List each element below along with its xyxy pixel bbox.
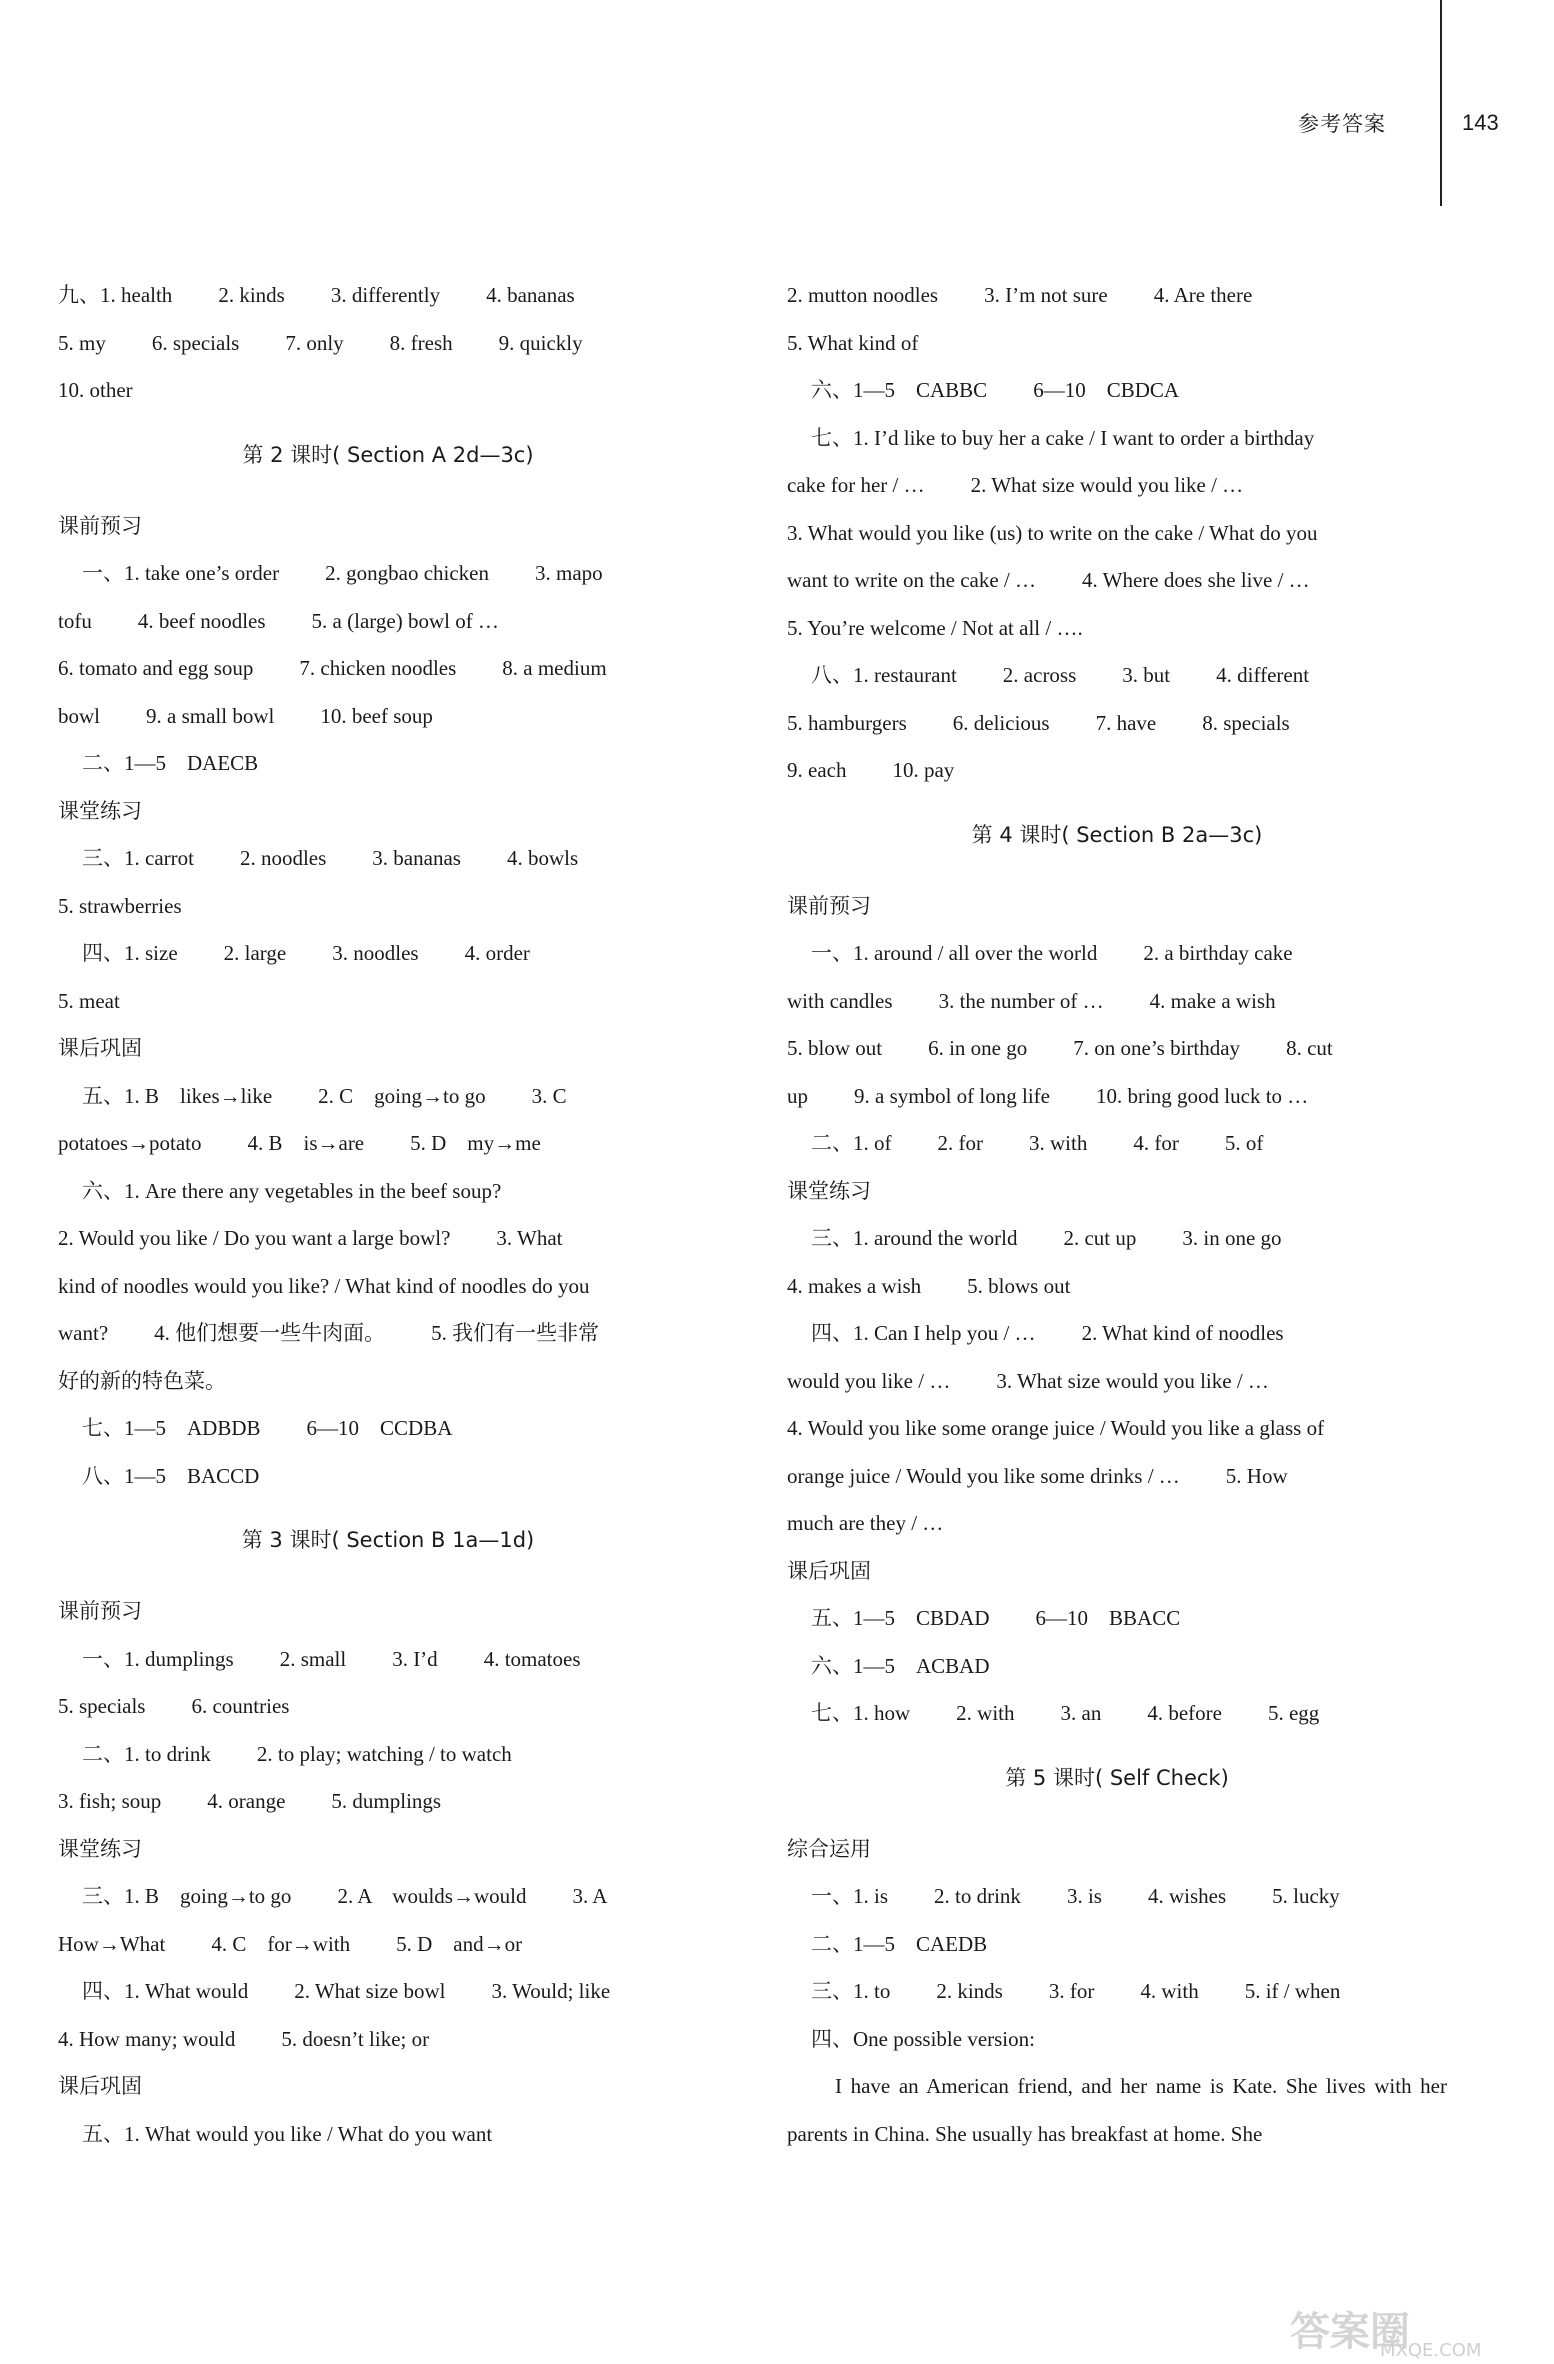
answer-item: 5. hamburgers	[787, 710, 907, 735]
page-number: 143	[1462, 110, 1499, 135]
answer-item: 九、1. health	[58, 283, 173, 307]
answer-line	[787, 510, 1447, 558]
answer-item: 4. tomatoes	[483, 1646, 581, 1671]
answer-item: 10. pay	[892, 758, 955, 782]
answer-item: 3. but	[1122, 663, 1171, 687]
answer-item: 6. in one go	[928, 1036, 1028, 1060]
answer-item: much are they / …	[787, 1511, 944, 1535]
answer-item: 8. specials	[1202, 710, 1290, 735]
answer-item: 4. makes a wish	[787, 1273, 922, 1298]
answer-item: 4. Are there	[1153, 283, 1253, 307]
answer-item: 2. noodles	[239, 846, 327, 870]
answer-item: 8. fresh	[389, 330, 453, 355]
answer-line	[787, 1643, 1447, 1691]
answer-item: 5. D my→me	[410, 1131, 541, 1155]
answer-line	[787, 1263, 1447, 1311]
answer-line	[58, 1636, 718, 1684]
answer-item: kind of noodles would you like? / What kind of noodles do you	[58, 1273, 590, 1298]
answer-line	[787, 367, 1447, 415]
answer-item: 2. gongbao chicken	[325, 561, 489, 585]
answer-line	[787, 272, 1447, 320]
answer-item: 3. C	[531, 1083, 567, 1108]
answer-item: 4. B is→are	[247, 1131, 365, 1155]
answer-item: 2. What size would you like / …	[970, 473, 1244, 497]
answer-item: 六、1—5 CABBC	[811, 378, 988, 402]
answer-item: 七、1—5 ADBDB	[82, 1416, 261, 1440]
answer-item: 7. chicken noodles	[299, 656, 457, 680]
answer-item: 一、1. take one’s order	[82, 561, 280, 585]
answer-line	[787, 1500, 1447, 1548]
answer-item: 9. a small bowl	[146, 703, 275, 728]
answer-item: 三、1. B going→to go	[82, 1884, 292, 1908]
answer-item: 3. is	[1066, 1884, 1102, 1908]
answer-item: 5. egg	[1267, 1701, 1320, 1725]
answer-item: 八、1—5 BACCD	[82, 1463, 260, 1488]
section-heading: 课前预习	[58, 1599, 142, 1623]
lesson-title: 第 4 课时( Section B 2a—3c)	[971, 822, 1263, 847]
answer-line	[58, 1453, 718, 1501]
answer-item: 六、1—5 ACBAD	[811, 1653, 990, 1678]
answer-item: 七、1. I’d like to buy her a cake / I want to order a birthday	[811, 425, 1315, 450]
answer-item: 3. fish; soup	[58, 1789, 162, 1813]
answer-item: How→What	[58, 1931, 166, 1956]
lesson-title: 第 2 课时( Section A 2d—3c)	[242, 442, 534, 467]
answer-item: 6—10 CBDCA	[1033, 378, 1180, 402]
answer-line	[787, 320, 1447, 368]
answer-item: 2. mutton noodles	[787, 283, 939, 307]
answer-item: 5. How	[1225, 1463, 1288, 1488]
answer-item: 5. of	[1224, 1131, 1264, 1155]
answer-item: 三、1. carrot	[82, 846, 194, 870]
answer-item: 4. bananas	[486, 283, 575, 307]
answer-item: potatoes→potato	[58, 1131, 202, 1155]
answer-line	[787, 652, 1447, 700]
answer-item: 2. kinds	[936, 1979, 1003, 2003]
answer-line	[58, 1968, 718, 2016]
answer-item: 4. with	[1140, 1979, 1199, 2003]
answer-line	[787, 605, 1447, 653]
answer-item: 3. differently	[330, 283, 441, 307]
answer-item: 5. You’re welcome / Not at all / ….	[787, 615, 1083, 640]
answer-item: 4. Where does she live / …	[1082, 568, 1310, 592]
answer-line	[58, 320, 718, 368]
answer-line	[58, 1215, 718, 1263]
answer-item: 2. a birthday cake	[1143, 941, 1293, 965]
answer-item: 一、1. is	[811, 1884, 889, 1908]
answer-item: 3. with	[1029, 1131, 1088, 1155]
answer-item: 3. What	[496, 1226, 563, 1250]
answer-item: 2. What kind of noodles	[1081, 1321, 1284, 1345]
answer-item: 2. cut up	[1063, 1226, 1137, 1250]
answer-line	[58, 367, 718, 415]
answer-item: 7. have	[1095, 710, 1157, 735]
answer-item: 七、1. how	[811, 1701, 911, 1725]
answer-item: 3. for	[1048, 1979, 1095, 2003]
answer-item: 5. blow out	[787, 1036, 883, 1060]
answer-item: 3. in one go	[1182, 1226, 1282, 1250]
answer-line	[58, 1921, 718, 1969]
answer-item: 二、1—5 CAEDB	[811, 1931, 988, 1956]
answer-item: 5. What kind of	[787, 330, 919, 355]
answer-item: 4. before	[1147, 1701, 1222, 1725]
answer-line	[787, 1073, 1447, 1121]
answer-item: 五、1. What would you like / What do you want	[82, 2121, 493, 2146]
answer-line	[787, 747, 1447, 795]
section-heading: 课堂练习	[58, 798, 142, 823]
answer-item: 5. if / when	[1244, 1979, 1341, 2003]
answer-line	[787, 557, 1447, 605]
section-heading: 课后巩固	[787, 1558, 871, 1583]
section-heading: 综合运用	[787, 1836, 871, 1861]
answer-item: 5. specials	[58, 1694, 146, 1718]
answer-line	[787, 2016, 1447, 2064]
answer-item: 9. a symbol of long life	[854, 1083, 1050, 1108]
answer-item: 五、1—5 CBDAD	[811, 1606, 990, 1630]
answer-item: 四、1. size	[82, 941, 178, 965]
answer-item: 5. my	[58, 330, 106, 355]
answer-line	[787, 930, 1447, 978]
answer-item: 5. 我们有一些非常	[431, 1321, 600, 1345]
answer-item: 2. small	[279, 1646, 347, 1671]
answer-item: 3. bananas	[372, 846, 461, 870]
answer-item: 一、1. around / all over the world	[811, 941, 1098, 965]
answer-item: 10. bring good luck to …	[1095, 1083, 1309, 1108]
watermark-url: MXQE.COM	[1380, 2340, 1482, 2361]
answer-line	[787, 1025, 1447, 1073]
answer-item: 3. noodles	[332, 941, 419, 965]
answer-line	[58, 1120, 718, 1168]
answer-item: orange juice / Would you like some drinks / …	[787, 1463, 1180, 1488]
answer-line	[787, 1405, 1447, 1453]
answer-line	[58, 645, 718, 693]
answer-item: 2. across	[1002, 663, 1077, 687]
answer-line	[787, 1215, 1447, 1263]
answer-line	[58, 1683, 718, 1731]
answer-item: 6. specials	[151, 330, 240, 355]
answer-item: 4. C for→with	[211, 1931, 351, 1956]
section-heading: 课堂练习	[787, 1178, 871, 1203]
watermark-logo: 答案圈	[1290, 2309, 1410, 2355]
answer-line	[787, 1968, 1447, 2016]
answer-item: 3. the number of …	[938, 988, 1104, 1013]
answer-item: 2. to drink	[934, 1884, 1021, 1908]
answer-item: 4. How many; would	[58, 2026, 236, 2051]
answer-line	[58, 693, 718, 741]
answer-item: 2. large	[223, 941, 287, 965]
answer-line	[787, 1873, 1447, 1921]
answer-line	[58, 835, 718, 883]
answer-line	[58, 1168, 718, 1216]
answer-item: 6. countries	[191, 1694, 290, 1718]
answer-item: 3. What size would you like / …	[996, 1368, 1269, 1393]
answer-line	[58, 1731, 718, 1779]
answer-item: 2. to play; watching / to watch	[256, 1741, 512, 1766]
answer-line	[58, 2111, 718, 2159]
answer-item: 三、1. to	[811, 1979, 891, 2003]
answer-item: 3. an	[1060, 1701, 1102, 1725]
answer-item: want?	[58, 1321, 109, 1345]
answer-item: 10. beef soup	[320, 703, 433, 728]
answer-line	[58, 930, 718, 978]
header-divider	[1440, 0, 1442, 206]
answer-item: 一、1. dumplings	[82, 1646, 234, 1671]
answer-item: 2. Would you like / Do you want a large bowl?	[58, 1226, 451, 1250]
answer-item: 4. different	[1216, 663, 1310, 687]
answer-item: 6—10 CCDBA	[306, 1416, 453, 1440]
lesson-title: 第 3 课时( Section B 1a—1d)	[241, 1528, 535, 1552]
answer-item: 5. doesn’t like; or	[281, 2026, 430, 2051]
answer-line	[58, 1778, 718, 1826]
section-heading: 课前预习	[787, 893, 871, 918]
answer-line	[58, 2016, 718, 2064]
answer-item: 7. on one’s birthday	[1073, 1036, 1241, 1060]
answer-line	[58, 598, 718, 646]
answer-line	[58, 1263, 718, 1311]
answer-item: tofu	[58, 608, 92, 633]
answer-item: 2. for	[937, 1131, 983, 1155]
answer-item: bowl	[58, 703, 100, 728]
answer-item: 2. kinds	[218, 283, 285, 307]
answer-line	[58, 272, 718, 320]
answer-item: 4. orange	[207, 1789, 286, 1813]
section-heading: 课堂练习	[58, 1836, 142, 1861]
answer-item: want to write on the cake / …	[787, 568, 1037, 592]
lesson-title: 第 5 课时( Self Check)	[1005, 1765, 1229, 1790]
answer-line	[787, 1921, 1447, 1969]
answer-item: 9. quickly	[498, 330, 583, 355]
answer-line	[787, 1310, 1447, 1358]
page-header-title: 参考答案	[1298, 112, 1386, 136]
answer-item: 二、1. to drink	[82, 1741, 211, 1766]
answer-item: 八、1. restaurant	[811, 663, 957, 687]
answer-item: 3. Would; like	[491, 1979, 611, 2003]
answer-line	[787, 1120, 1447, 1168]
answer-line	[58, 550, 718, 598]
answer-item: 7. only	[285, 330, 344, 355]
answer-item: 6. tomato and egg soup	[58, 656, 254, 680]
answer-item: 8. a medium	[502, 656, 607, 680]
answer-line	[58, 1310, 718, 1358]
section-heading: 课后巩固	[58, 1036, 142, 1060]
answer-item: 5. D and→or	[396, 1931, 523, 1956]
answer-item: 四、One possible version:	[811, 2026, 1035, 2051]
answer-item: 四、1. What would	[82, 1979, 249, 2003]
answer-line	[58, 1405, 718, 1453]
answer-item: 3. mapo	[535, 561, 603, 585]
answer-line	[58, 1073, 718, 1121]
answer-item: 6—10 BBACC	[1035, 1606, 1181, 1630]
answer-line	[58, 1873, 718, 1921]
section-heading: 课后巩固	[58, 2074, 142, 2098]
answer-line	[787, 1453, 1447, 1501]
answer-item: 4. bowls	[506, 846, 579, 870]
answer-item: 9. each	[787, 758, 847, 782]
essay-paragraph: I have an American friend, and her name is Kate. She lives with her parents in China. She usually has breakfast at home. She	[787, 2074, 1447, 2146]
section-heading: 课前预习	[58, 513, 142, 538]
answer-item: 6. delicious	[952, 710, 1050, 735]
answer-item: 五、1. B likes→like	[82, 1083, 273, 1108]
answer-item: 2. with	[956, 1701, 1015, 1725]
answer-item: 4. for	[1133, 1131, 1179, 1155]
answer-item: 好的新的特色菜。	[58, 1368, 226, 1393]
answer-item: 5. blows out	[967, 1273, 1071, 1298]
answer-line	[787, 1690, 1447, 1738]
answer-line	[58, 978, 718, 1026]
answer-line	[58, 1358, 718, 1406]
answer-item: 2. A woulds→would	[337, 1884, 527, 1908]
answer-item: 4. wishes	[1147, 1884, 1227, 1908]
answer-item: 4. make a wish	[1149, 988, 1276, 1013]
answer-item: 8. cut	[1286, 1036, 1333, 1060]
answer-line	[58, 883, 718, 931]
answer-item: with candles	[787, 988, 893, 1013]
answer-item: 3. What would you like (us) to write on the cake / What do you	[787, 520, 1318, 545]
answer-item: would you like / …	[787, 1368, 951, 1393]
answer-line	[787, 978, 1447, 1026]
answer-item: 3. I’m not sure	[984, 283, 1108, 307]
answer-item: 4. order	[464, 941, 530, 965]
answer-line	[787, 462, 1447, 510]
answer-item: 5. strawberries	[58, 893, 182, 918]
answer-item: 5. meat	[58, 988, 120, 1013]
answer-item: 5. a (large) bowl of …	[311, 608, 499, 633]
answer-item: 4. Would you like some orange juice / Would you like a glass of	[787, 1416, 1325, 1440]
answer-item: 4. beef noodles	[137, 608, 266, 633]
answer-item: 5. lucky	[1272, 1884, 1340, 1908]
answer-line	[58, 740, 718, 788]
answer-line	[787, 700, 1447, 748]
answer-item: 10. other	[58, 378, 133, 402]
answer-item: 六、1. Are there any vegetables in the beef soup?	[82, 1178, 502, 1203]
answer-item: up	[787, 1083, 808, 1108]
answer-item: 二、1. of	[811, 1131, 892, 1155]
answer-item: 二、1—5 DAECB	[82, 751, 259, 775]
answer-item: 2. C going→to go	[318, 1083, 486, 1108]
answer-item: 3. I’d	[392, 1646, 438, 1671]
answer-item: 四、1. Can I help you / …	[811, 1321, 1036, 1345]
right-column	[787, 272, 1447, 2158]
answer-item: 3. A	[572, 1884, 608, 1908]
answer-line	[787, 415, 1447, 463]
answer-item: 5. dumplings	[331, 1789, 442, 1813]
left-column	[58, 272, 718, 2158]
answer-item: 4. 他们想要一些牛肉面。	[154, 1321, 386, 1345]
answer-item: cake for her / …	[787, 473, 925, 497]
answer-item: 三、1. around the world	[811, 1226, 1018, 1250]
answer-line	[787, 1595, 1447, 1643]
answer-line	[787, 1358, 1447, 1406]
answer-item: 2. What size bowl	[294, 1979, 446, 2003]
